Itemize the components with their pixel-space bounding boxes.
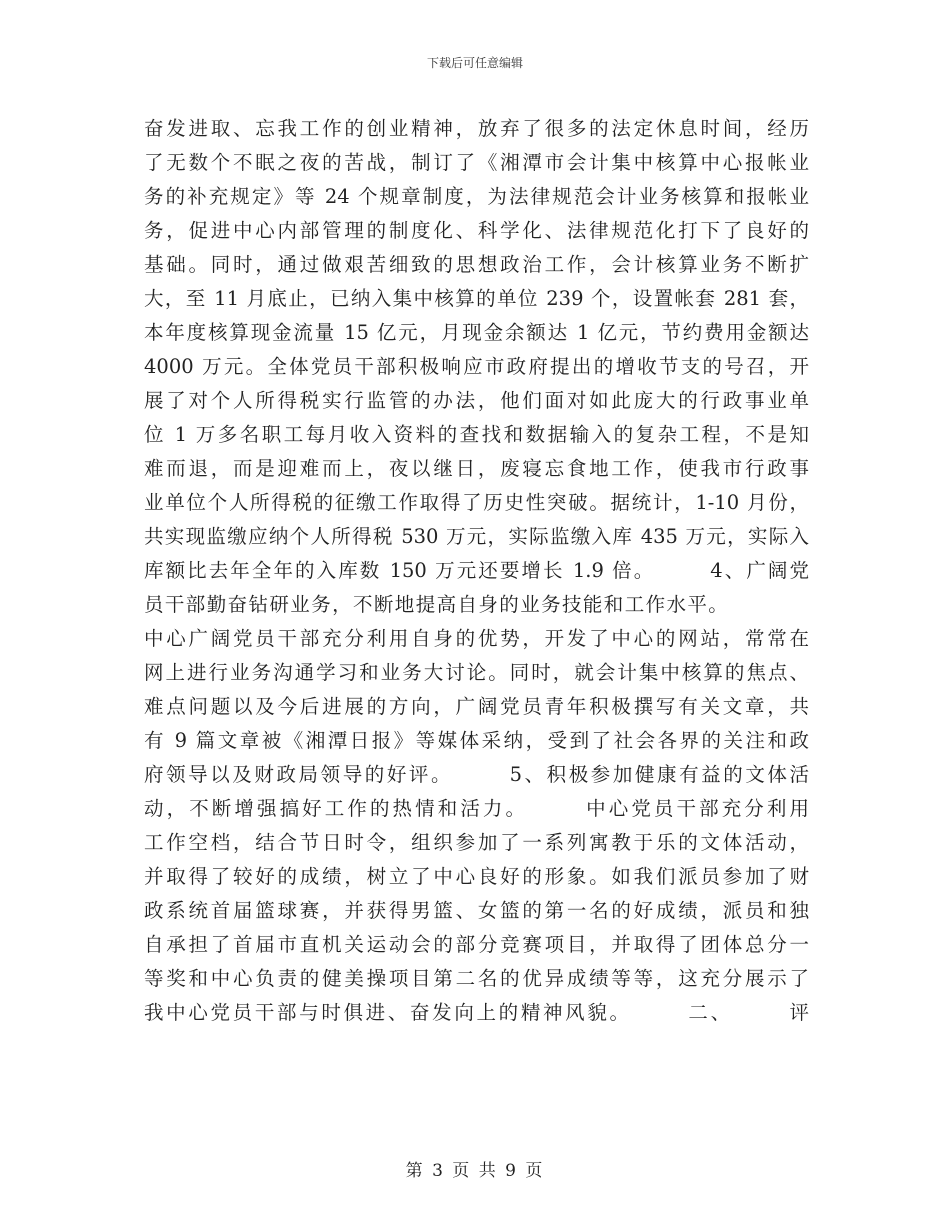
text-line: 业单位个人所得税的征缴工作取得了历史性突破。据统计，1-10 月份，	[144, 491, 809, 514]
text-line: 政系统首届篮球赛，并获得男篮、女篮的第一名的好成绩，派员和独	[144, 899, 809, 922]
text-line: 共实现监缴应纳个人所得税 530 万元，实际监缴入库 435 万元，实际入	[144, 525, 809, 548]
text-line: 动，不断增强搞好工作的热情和活力。 中心党员干部充分利用	[144, 797, 809, 820]
text-line: 自承担了首届市直机关运动会的部分竞赛项目，并取得了团体总分一	[144, 933, 809, 956]
text-line: 奋发进取、忘我工作的创业精神，放弃了很多的法定休息时间，经历	[144, 117, 809, 140]
text-line: 网上进行业务沟通学习和业务大讨论。同时，就会计集中核算的焦点、	[144, 661, 809, 684]
text-line: 难而退，而是迎难而上，夜以继日，废寝忘食地工作，使我市行政事	[144, 457, 809, 480]
text-line: 基础。同时，通过做艰苦细致的思想政治工作，会计核算业务不断扩	[144, 253, 809, 276]
text-line: 务，促进中心内部管理的制度化、科学化、法律规范化打下了良好的	[144, 219, 809, 242]
text-line: 大，至 11 月底止，已纳入集中核算的单位 239 个，设置帐套 281 套，	[144, 287, 809, 310]
text-line: 展了对个人所得税实行监管的办法，他们面对如此庞大的行政事业单	[144, 389, 809, 412]
text-line: 等奖和中心负责的健美操项目第二名的优异成绩等等，这充分展示了	[144, 967, 809, 990]
text-line: 本年度核算现金流量 15 亿元，月现金余额达 1 亿元，节约费用金额达	[144, 321, 809, 344]
page-footer: 第 3 页 共 9 页	[405, 1161, 545, 1181]
text-line: 有 9 篇文章被《湘潭日报》等媒体采纳，受到了社会各界的关注和政	[144, 729, 809, 752]
page-header: 下载后可任意编辑	[426, 56, 523, 70]
text-line: 位 1 万多名职工每月收入资料的查找和数据输入的复杂工程，不是知	[144, 423, 809, 446]
text-line: 我中心党员干部与时俱进、奋发向上的精神风貌。 二、 评	[144, 1001, 809, 1024]
text-line: 并取得了较好的成绩，树立了中心良好的形象。如我们派员参加了财	[144, 865, 809, 888]
text-line: 难点问题以及今后进展的方向，广阔党员青年积极撰写有关文章，共	[144, 695, 809, 718]
text-line: 工作空档，结合节日时令，组织参加了一系列寓教于乐的文体活动，	[144, 831, 809, 854]
text-line: 库额比去年全年的入库数 150 万元还要增长 1.9 倍。 4、广阔党	[144, 559, 809, 582]
text-line: 了无数个不眠之夜的苦战，制订了《湘潭市会计集中核算中心报帐业	[144, 151, 809, 174]
text-line: 4000 万元。全体党员干部积极响应市政府提出的增收节支的号召，开	[144, 355, 809, 378]
text-line: 府领导以及财政局领导的好评。 5、积极参加健康有益的文体活	[144, 763, 809, 786]
document-body	[144, 112, 809, 1030]
text-line: 中心广阔党员干部充分利用自身的优势，开发了中心的网站，常常在	[144, 627, 809, 650]
text-line: 员干部勤奋钻研业务，不断地提高自身的业务技能和工作水平。	[144, 593, 730, 616]
text-line: 务的补充规定》等 24 个规章制度，为法律规范会计业务核算和报帐业	[144, 185, 809, 208]
